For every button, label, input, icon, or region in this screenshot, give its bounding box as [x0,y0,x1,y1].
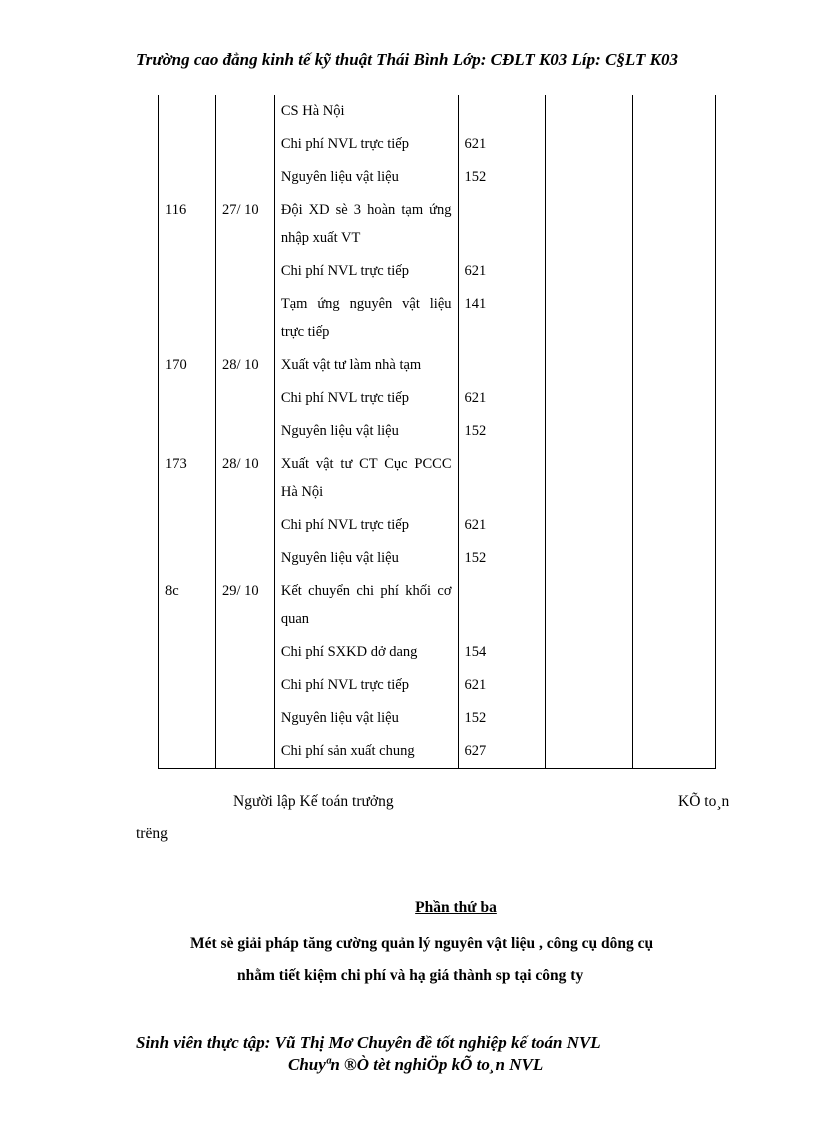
account-code-text: 621 [464,390,487,406]
voucher-date-text [222,702,268,707]
voucher-date-text [222,95,268,100]
table-row [159,575,716,636]
cell-voucher-date [215,415,274,448]
account-code-text [465,349,540,354]
cell-description [274,735,458,769]
credit-amount-text [639,194,709,199]
cell-description [274,194,458,255]
table-row [159,128,716,161]
voucher-no-text [165,161,209,166]
credit-amount-text [639,288,709,293]
credit-amount-text [639,735,709,740]
description-text: Nguyên liệu vật liệu [280,710,399,726]
cell-account-code [458,735,546,769]
debit-amount-text [552,95,626,100]
cell-voucher-no [159,735,216,769]
account-code-text [465,95,540,100]
voucher-no-text [165,702,209,707]
cell-voucher-no [159,509,216,542]
cell-description [274,382,458,415]
account-code-text: 627 [464,743,487,759]
cell-description [274,542,458,575]
cell-voucher-date [215,636,274,669]
voucher-no-text: 173 [165,456,187,472]
cell-description [274,448,458,509]
cell-credit-amount [633,415,716,448]
description-text: Chi phí NVL trực tiếp [280,263,409,279]
cell-description [274,669,458,702]
cell-account-code [458,575,546,636]
signature-accountant: KÕ to¸n [678,793,730,810]
voucher-no-text [165,128,209,133]
cell-voucher-no [159,702,216,735]
cell-voucher-date [215,575,274,636]
cell-voucher-no [159,128,216,161]
cell-voucher-no [159,194,216,255]
cell-debit-amount [546,542,633,575]
cell-debit-amount [546,415,633,448]
cell-voucher-date [215,255,274,288]
table-row [159,415,716,448]
cell-credit-amount [633,702,716,735]
cell-credit-amount [633,575,716,636]
description-text: Chi phí NVL trực tiếp [280,136,409,152]
cell-account-code [458,415,546,448]
cell-voucher-date [215,509,274,542]
cell-voucher-date [215,448,274,509]
credit-amount-text [639,702,709,707]
debit-amount-text [552,575,626,580]
debit-amount-text [552,669,626,674]
description-text: Chi phí NVL trực tiếp [280,517,409,533]
cell-voucher-no [159,95,216,128]
description-text: Xuất vật tư CT Cục PCCC Hà Nội [280,456,452,500]
cell-voucher-date [215,95,274,128]
cell-credit-amount [633,255,716,288]
cell-description [274,636,458,669]
cell-credit-amount [633,509,716,542]
table-row [159,382,716,415]
cell-voucher-no [159,415,216,448]
description-text: Chi phí NVL trực tiếp [280,390,409,406]
table-row [159,542,716,575]
page-header: Trường cao đẳng kinh tế kỹ thuật Thái Bình Lớp: CĐLT K03 Líp: C§LT K03 [136,50,678,69]
table-row [159,349,716,382]
credit-amount-text [639,575,709,580]
debit-amount-text [552,161,626,166]
table-row [159,509,716,542]
cell-debit-amount [546,194,633,255]
voucher-no-text [165,636,209,641]
cell-voucher-date [215,702,274,735]
cell-account-code [458,161,546,194]
cell-debit-amount [546,448,633,509]
cell-account-code [458,255,546,288]
section-subtitle-line2: nhằm tiết kiệm chi phí và hạ giá thành sp tại công ty [237,967,584,984]
debit-amount-text [552,542,626,547]
cell-credit-amount [633,542,716,575]
voucher-date-text [222,382,268,387]
cell-account-code [458,509,546,542]
description-text: Nguyên liệu vật liệu [280,169,399,185]
cell-voucher-date [215,128,274,161]
cell-voucher-no [159,255,216,288]
cell-credit-amount [633,636,716,669]
table-row [159,735,716,769]
cell-debit-amount [546,509,633,542]
description-text: Nguyên liệu vật liệu [280,550,399,566]
account-code-text: 621 [464,136,487,152]
cell-voucher-date [215,288,274,349]
account-code-text: 154 [464,644,487,660]
cell-account-code [458,702,546,735]
cell-description [274,128,458,161]
table-row [159,255,716,288]
account-code-text: 621 [464,517,487,533]
cell-voucher-no [159,636,216,669]
debit-amount-text [552,255,626,260]
cell-voucher-no [159,669,216,702]
cell-debit-amount [546,255,633,288]
voucher-no-text [165,735,209,740]
description-text: Xuất vật tư làm nhà tạm [280,357,422,373]
table-row [159,95,716,128]
cell-credit-amount [633,161,716,194]
cell-debit-amount [546,128,633,161]
cell-voucher-date [215,382,274,415]
cell-credit-amount [633,128,716,161]
voucher-date-text [222,255,268,260]
cell-description [274,95,458,128]
section-title: Phần thứ ba [415,899,497,916]
account-code-text: 152 [464,169,487,185]
cell-description [274,415,458,448]
cell-account-code [458,542,546,575]
cell-debit-amount [546,669,633,702]
cell-voucher-date [215,542,274,575]
description-text: CS Hà Nội [280,103,345,119]
credit-amount-text [639,349,709,354]
footer-student-info: Sinh viên thực tập: Vũ Thị Mơ Chuyên đề tốt nghiệp kế toán NVL [136,1033,601,1052]
debit-amount-text [552,128,626,133]
description-text: Tạm ứng nguyên vật liệu trực tiếp [280,296,452,340]
credit-amount-text [639,161,709,166]
cell-credit-amount [633,288,716,349]
cell-debit-amount [546,161,633,194]
cell-account-code [458,448,546,509]
account-code-text [465,194,540,199]
debit-amount-text [552,702,626,707]
cell-voucher-no [159,542,216,575]
cell-debit-amount [546,735,633,769]
debit-amount-text [552,415,626,420]
description-text: Chi phí sản xuất chung [280,743,415,759]
voucher-no-text [165,415,209,420]
cell-voucher-date [215,194,274,255]
table-row [159,161,716,194]
cell-account-code [458,128,546,161]
cell-voucher-date [215,669,274,702]
table-row [159,669,716,702]
debit-amount-text [552,382,626,387]
voucher-no-text [165,255,209,260]
footer-thesis-title: Chuyªn ®Ò tèt nghiÖp kÕ to¸n NVL [288,1055,544,1074]
credit-amount-text [639,382,709,387]
cell-voucher-no [159,448,216,509]
cell-voucher-no [159,288,216,349]
cell-account-code [458,636,546,669]
cell-voucher-no [159,349,216,382]
voucher-no-text [165,669,209,674]
table-row [159,636,716,669]
credit-amount-text [639,255,709,260]
account-code-text [465,575,540,580]
cell-voucher-date [215,735,274,769]
debit-amount-text [552,349,626,354]
credit-amount-text [639,542,709,547]
debit-amount-text [552,194,626,199]
voucher-date-text [222,669,268,674]
voucher-date-text: 29/ 10 [221,583,259,599]
voucher-date-text: 27/ 10 [221,202,259,218]
cell-debit-amount [546,382,633,415]
description-text: Nguyên liệu vật liệu [280,423,399,439]
account-code-text: 621 [464,677,487,693]
voucher-date-text [222,735,268,740]
cell-description [274,509,458,542]
voucher-date-text: 28/ 10 [221,357,259,373]
table-row [159,194,716,255]
account-code-text: 621 [464,263,487,279]
credit-amount-text [639,636,709,641]
credit-amount-text [639,95,709,100]
voucher-no-text [165,542,209,547]
cell-account-code [458,95,546,128]
signature-preparer-chief-accountant: Người lập Kế toán trưởng [233,793,394,810]
cell-voucher-date [215,349,274,382]
description-text: Đội XD sè 3 hoàn tạm ứng nhập xuất VT [280,202,452,246]
cell-description [274,575,458,636]
credit-amount-text [639,509,709,514]
description-text: Chi phí NVL trực tiếp [280,677,409,693]
cell-voucher-no [159,382,216,415]
cell-voucher-no [159,575,216,636]
credit-amount-text [639,415,709,420]
cell-debit-amount [546,288,633,349]
cell-debit-amount [546,636,633,669]
voucher-no-text: 170 [165,357,187,373]
account-code-text [465,448,540,453]
ledger-table [158,95,716,769]
cell-credit-amount [633,194,716,255]
account-code-text: 141 [464,296,487,312]
cell-debit-amount [546,95,633,128]
voucher-no-text [165,95,209,100]
table-row [159,448,716,509]
cell-account-code [458,349,546,382]
voucher-no-text: 8c [165,583,179,599]
cell-credit-amount [633,735,716,769]
description-text: Kết chuyển chi phí khối cơ quan [280,583,452,627]
voucher-date-text [222,636,268,641]
voucher-no-text [165,509,209,514]
debit-amount-text [552,509,626,514]
voucher-date-text [222,415,268,420]
section-subtitle-line1: Mét sè giải pháp tăng cường quản lý nguyên vật liệu , công cụ dông cụ [190,935,654,952]
cell-credit-amount [633,382,716,415]
voucher-date-text [222,542,268,547]
cell-description [274,288,458,349]
signature-accountant-wrap: trëng [136,825,168,842]
description-text: Chi phí SXKD dở dang [280,644,418,660]
cell-description [274,349,458,382]
cell-description [274,702,458,735]
table-row [159,288,716,349]
credit-amount-text [639,669,709,674]
credit-amount-text [639,128,709,133]
debit-amount-text [552,288,626,293]
cell-voucher-no [159,161,216,194]
cell-credit-amount [633,448,716,509]
voucher-date-text [222,128,268,133]
cell-account-code [458,288,546,349]
voucher-no-text: 116 [165,202,187,218]
debit-amount-text [552,636,626,641]
account-code-text: 152 [464,423,487,439]
cell-account-code [458,382,546,415]
account-code-text: 152 [464,710,487,726]
cell-description [274,255,458,288]
cell-account-code [458,194,546,255]
cell-account-code [458,669,546,702]
voucher-no-text [165,382,209,387]
voucher-date-text: 28/ 10 [221,456,259,472]
cell-description [274,161,458,194]
cell-credit-amount [633,95,716,128]
credit-amount-text [639,448,709,453]
cell-debit-amount [546,575,633,636]
table-row [159,702,716,735]
cell-debit-amount [546,702,633,735]
cell-credit-amount [633,669,716,702]
voucher-no-text [165,288,209,293]
voucher-date-text [222,161,268,166]
debit-amount-text [552,448,626,453]
voucher-date-text [222,288,268,293]
account-code-text: 152 [464,550,487,566]
voucher-date-text [222,509,268,514]
cell-voucher-date [215,161,274,194]
cell-debit-amount [546,349,633,382]
debit-amount-text [552,735,626,740]
cell-credit-amount [633,349,716,382]
